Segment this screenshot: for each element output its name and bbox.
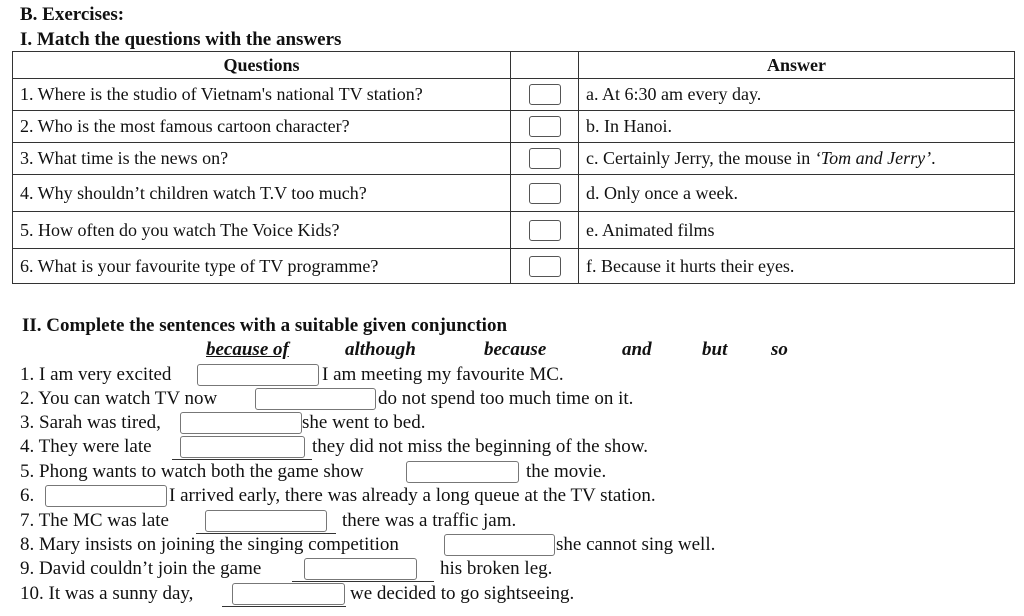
answer-blank[interactable] <box>205 510 327 532</box>
question-cell: 4. Why shouldn’t children watch T.V too much? <box>13 175 511 212</box>
sentence-start: 8. Mary insists on joining the singing competition <box>20 534 399 555</box>
sentence-end: his broken leg. <box>440 558 553 579</box>
answer-input-box[interactable] <box>529 116 561 137</box>
answer-cell: a. At 6:30 am every day. <box>579 79 1015 111</box>
answer-blank[interactable] <box>232 583 345 605</box>
question-cell: 2. Who is the most famous cartoon character? <box>13 111 511 143</box>
conjunction-option: but <box>702 339 728 360</box>
answer-blank[interactable] <box>180 436 305 458</box>
answer-cell: f. Because it hurts their eyes. <box>579 249 1015 284</box>
question-cell: 3. What time is the news on? <box>13 143 511 175</box>
table-header-row <box>13 52 1015 79</box>
questions-header: Questions <box>13 52 511 79</box>
answer-input-box[interactable] <box>529 84 561 105</box>
matching-table <box>12 51 1015 284</box>
conjunction-option: and <box>622 339 652 360</box>
answer-end: . <box>931 148 936 168</box>
sentence-end: she went to bed. <box>302 412 426 433</box>
sentence-end: the movie. <box>526 461 607 482</box>
answer-cell: b. In Hanoi. <box>579 111 1015 143</box>
sentence-end: they did not miss the beginning of the show. <box>312 436 648 457</box>
table-row <box>13 79 1015 111</box>
part2-title: II. Complete the sentences with a suitable given conjunction <box>22 315 508 336</box>
section-heading: B. Exercises: <box>20 4 125 25</box>
sentence-end: I arrived early, there was already a long queue at the TV station. <box>169 485 656 506</box>
table-row <box>13 249 1015 284</box>
blank-underline <box>172 459 312 460</box>
table-row <box>13 143 1015 175</box>
blank-underline <box>292 581 434 582</box>
sentence-end: there was a traffic jam. <box>342 510 517 531</box>
answer-italic-title: ‘Tom and Jerry’ <box>814 148 932 168</box>
sentence-start: 9. David couldn’t join the game <box>20 558 262 579</box>
answer-header: Answer <box>579 52 1015 79</box>
conjunction-option: although <box>345 339 416 360</box>
sentence-start: 1. I am very excited <box>20 364 172 385</box>
answer-input-box[interactable] <box>529 256 561 277</box>
sentence-start: 6. <box>20 485 35 506</box>
answer-blank[interactable] <box>406 461 519 483</box>
box-header <box>511 52 579 79</box>
conjunction-option: because of <box>206 339 289 360</box>
answer-blank[interactable] <box>197 364 319 386</box>
answer-cell: e. Animated films <box>579 212 1015 249</box>
table-row <box>13 212 1015 249</box>
question-cell: 1. Where is the studio of Vietnam's national TV station? <box>13 79 511 111</box>
answer-cell: d. Only once a week. <box>579 175 1015 212</box>
conjunction-option: so <box>771 339 788 360</box>
sentence-end: we decided to go sightseeing. <box>350 583 575 604</box>
sentence-end: I am meeting my favourite MC. <box>322 364 564 385</box>
answer-input-box[interactable] <box>529 183 561 204</box>
answer-text: c. Certainly Jerry, the mouse in <box>586 148 815 168</box>
answer-blank[interactable] <box>444 534 555 556</box>
part1-title: I. Match the questions with the answers <box>20 29 342 50</box>
answer-blank[interactable] <box>304 558 417 580</box>
answer-blank[interactable] <box>255 388 376 410</box>
conjunction-option: because <box>484 339 547 360</box>
question-cell: 5. How often do you watch The Voice Kids? <box>13 212 511 249</box>
answer-input-box[interactable] <box>529 148 561 169</box>
sentence-start: 7. The MC was late <box>20 510 169 531</box>
sentence-start: 5. Phong wants to watch both the game show <box>20 461 364 482</box>
answer-blank[interactable] <box>45 485 167 507</box>
blank-underline <box>222 606 346 607</box>
sentence-end: she cannot sing well. <box>556 534 716 555</box>
sentence-start: 2. You can watch TV now <box>20 388 218 409</box>
sentence-start: 4. They were late <box>20 436 152 457</box>
answer-cell <box>579 143 1015 175</box>
sentence-start: 10. It was a sunny day, <box>20 583 194 604</box>
answer-input-box[interactable] <box>529 220 561 241</box>
sentence-start: 3. Sarah was tired, <box>20 412 161 433</box>
answer-blank[interactable] <box>180 412 302 434</box>
table-row <box>13 111 1015 143</box>
sentence-end: do not spend too much time on it. <box>378 388 634 409</box>
question-cell: 6. What is your favourite type of TV programme? <box>13 249 511 284</box>
table-row <box>13 175 1015 212</box>
